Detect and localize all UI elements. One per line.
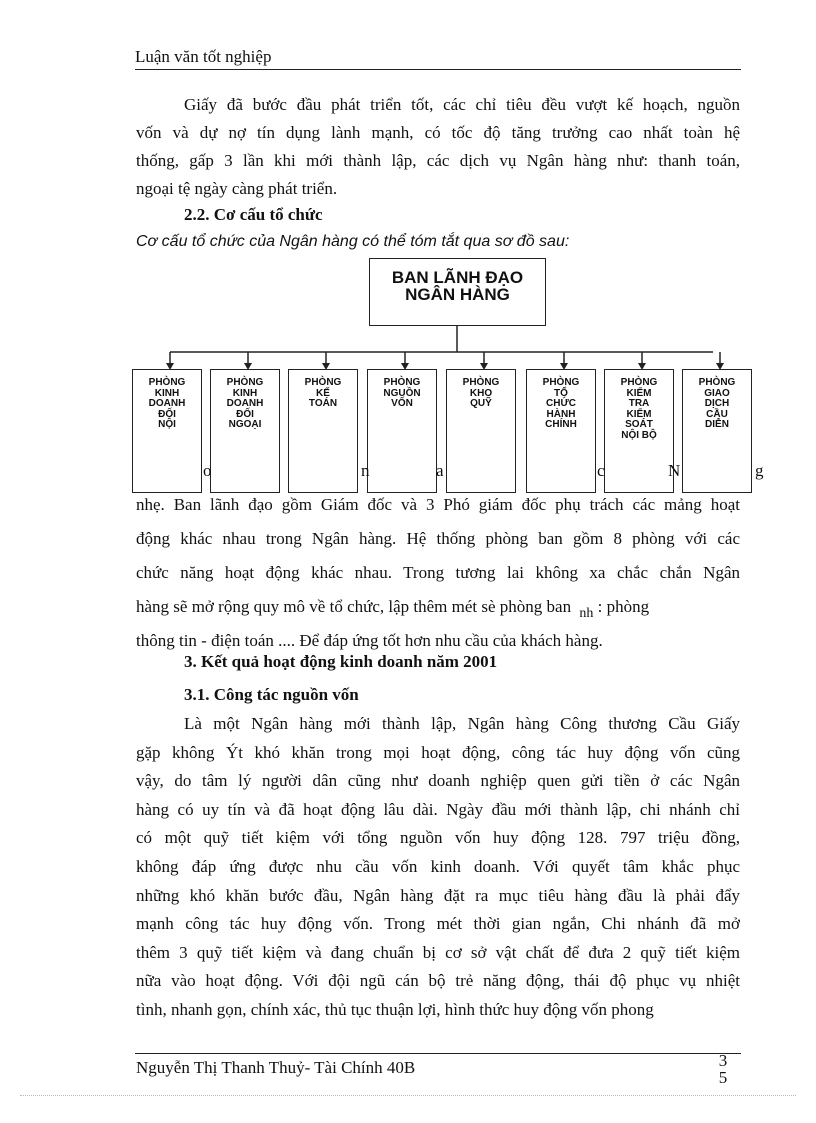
dept-box-accounting: PHÒNG KẾ TOÁN	[288, 369, 358, 493]
dept-box-treasury: PHÒNG KHO QUỸ	[446, 369, 516, 493]
text-line: chức năng hoạt động khác nhau. Trong tương lai không xa chắc chắn Ngân	[136, 563, 740, 582]
page-number-top: 3	[718, 1051, 728, 1070]
text-line: ngoại tệ ngày càng phát triển.	[136, 179, 338, 198]
page-number	[716, 1052, 730, 1086]
text-line: nữa vào hoạt động. Với đội ngũ cán bộ trẻ năng động, thái độ phục vụ nhiệt	[136, 971, 740, 991]
text-line: Giấy đã bước đầu phát triển tốt, các chỉ tiêu đều vượt kế hoạch, nguồn	[184, 95, 740, 114]
page-number-bottom: 5	[718, 1068, 728, 1087]
org-chart-top-box: BAN LÃNH ĐẠO NGÂN HÀNG	[369, 258, 546, 326]
text-line: vậy, do tâm lý người dân cũng như doanh nghiệp quen gửi tiền ở các Ngân	[136, 771, 740, 791]
org-paragraph	[136, 488, 740, 658]
page-bottom-dotted-rule	[20, 1095, 796, 1096]
capital-paragraph	[136, 710, 740, 1025]
text-line: Là một Ngân hàng mới thành lập, Ngân hàng Công thương Cầu Giấy	[184, 714, 740, 733]
obscured-fragment: o	[203, 461, 212, 480]
text-line: vốn và dự nợ tín dụng lành mạnh, có tốc độ tăng trưởng cao nhất toàn hệ	[136, 123, 740, 142]
text-line: gặp không Ýt khó khăn trong mọi hoạt động, công tác huy động vốn cũng	[136, 742, 740, 762]
footer-rule	[135, 1053, 741, 1054]
obscured-fragment: a	[436, 461, 444, 480]
obscured-fragment: n	[361, 461, 370, 480]
text-line: có một quỹ tiết kiệm với tổng nguồn vốn huy động 128. 797 triệu đồng,	[136, 828, 740, 848]
text-segment: hàng sẽ mở rộng quy mô về tổ chức, lập thêm mét sè phòng ban	[136, 597, 572, 616]
text-line: tình, nhanh gọn, chính xác, thủ tục thuận lợi, hình thức huy động vốn phong	[136, 999, 654, 1019]
text-line: không đáp ứng được nhu cầu vốn kinh doanh. Với quyết tâm khắc phục	[136, 856, 740, 876]
text-line: thống, gấp 3 lần khi mới thành lập, các dịch vụ Ngân hàng như: thanh toán,	[136, 151, 740, 170]
footer-author: Nguyễn Thị Thanh Thuỷ- Tài Chính 40B	[136, 1058, 416, 1077]
dept-box-internal-audit: PHÒNG KIỂM TRA KIỂM SOÁT NỘI BỘ	[604, 369, 674, 493]
dept-box-capital: PHÒNG NGUỒN VỐN	[367, 369, 437, 493]
subscript-fragment: nh	[579, 606, 594, 621]
dept-box-cau-dien-transactions: PHÒNG GIAO DỊCH CẦU DIỄN	[682, 369, 752, 493]
text-line: động khác nhau trong Ngân hàng. Hệ thống phòng ban gồm 8 phòng với các	[136, 529, 740, 548]
obscured-fragment: g	[755, 461, 764, 480]
obscured-fragment: c	[597, 461, 605, 480]
text-line	[136, 590, 740, 624]
text-line: hàng có uy tín và đã hoạt động lâu dài. Ngày đầu mới thành lập, chi nhánh chỉ	[136, 799, 740, 819]
text-line: thông tin - điện toán .... Để đáp ứng tốt hơn nhu cầu của khách hàng.	[136, 631, 603, 650]
text-line: nhẹ. Ban lãnh đạo gồm Giám đốc và 3 Phó giám đốc phụ trách các mảng hoạt	[136, 495, 740, 514]
dept-box-foreign-business: PHÒNG KINH DOANH ĐỐI NGOẠI	[210, 369, 280, 493]
header-title: Luận văn tốt nghiệp	[135, 47, 272, 66]
section-heading: 2.2. Cơ cấu tổ chức	[184, 205, 323, 224]
text-line: những khó khăn bước đầu, Ngân hàng đặt ra mục tiêu hàng đầu là phải đẩy	[136, 885, 740, 905]
text-segment: : phòng	[593, 597, 650, 616]
chart-caption: Cơ cấu tổ chức của Ngân hàng có thể tóm tắt qua sơ đồ sau:	[136, 233, 570, 250]
subsection-heading: 3.1. Công tác nguồn vốn	[184, 685, 359, 704]
section-heading: 3. Kết quả hoạt động kinh doanh năm 2001	[184, 652, 498, 671]
text-line: mạnh công tác huy động vốn. Trong mét thời gian ngắn, Chi nhánh đã mở	[136, 914, 740, 934]
dept-box-domestic-business: PHÒNG KINH DOANH ĐỐI NỘI	[132, 369, 202, 493]
obscured-fragment: N	[668, 461, 681, 480]
text-line: thêm 3 quỹ tiết kiệm và đang chuẩn bị cơ sở vật chất để đưa 2 quỹ tiết kiệm	[136, 942, 740, 962]
dept-box-administration: PHÒNG TỔ CHỨC HÀNH CHÍNH	[526, 369, 596, 493]
